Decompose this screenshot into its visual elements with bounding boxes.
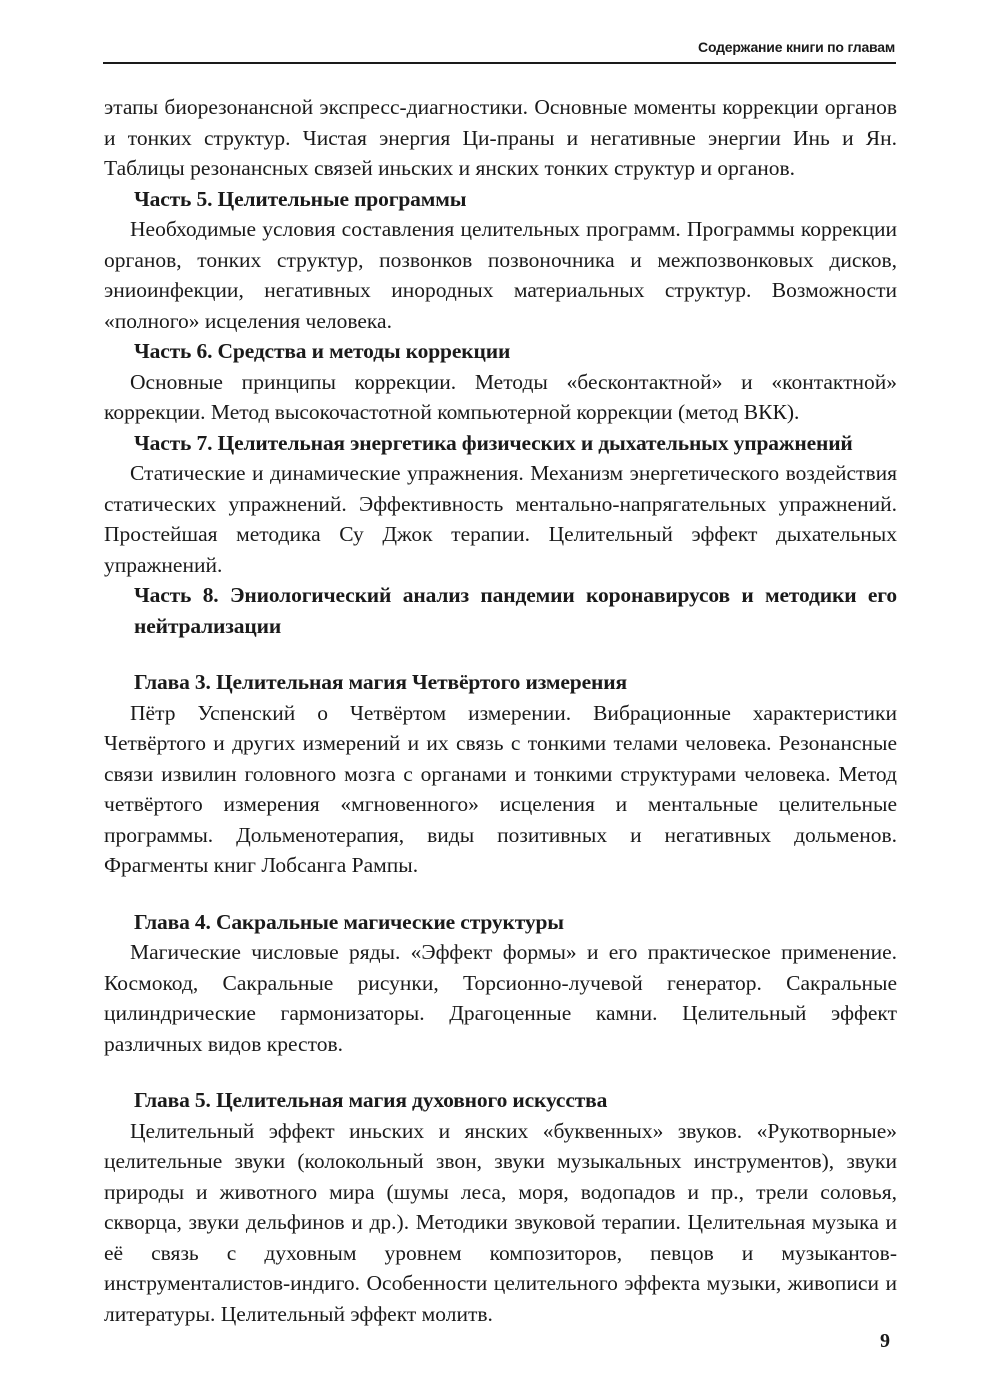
section-gap xyxy=(104,881,897,907)
chapter-4-heading: Глава 4. Сакральные магические структуры xyxy=(134,909,564,934)
section-gap xyxy=(104,641,897,667)
part-6-text: Основные принципы коррекции. Методы «бесконтактной» и «контактной» коррекции. Метод высокочастотной компьютерной коррекции (метод ВКК). xyxy=(104,369,897,424)
part-8-heading: Часть 8. Эниологический анализ пандемии коронавирусов и методики его нейтрализации xyxy=(134,583,897,638)
section-gap xyxy=(104,1059,897,1085)
chapter-3-text: Пётр Успенский о Четвёртом измерении. Вибрационные характеристики Четвёртого и других измерений и их связь с тонкими телами человека. Резонансные связи извилин головного мозга с органами и тонкими структурами человека. Метод четвёртого измерения «мгновенного» исцеления и ментальные целительные программы. Дольменотерапия, виды позитивных и негативных дольменов. Фрагменты книг Лобсанга Рампы. xyxy=(104,700,897,877)
part-7-text: Статические и динамические упражнения. Механизм энергетического воздействия статических упражнений. Эффективность ментально-напрягательных упражнений. Простейшая методика Су Джок терапии. Целительный эффект дыхательных упражнений. xyxy=(104,461,897,577)
continuation-paragraph: этапы биорезонансной экспресс-диагностики. Основные моменты коррекции органов и тонких структур. Чистая энергия Ци-праны и негативные энергии Инь и Ян. Таблицы резонансных связей иньских и янских тонких структур и органов. xyxy=(104,95,897,180)
chapter-5-heading: Глава 5. Целительная магия духовного искусства xyxy=(134,1088,608,1112)
page-content xyxy=(104,92,897,1329)
page-number: 9 xyxy=(880,1330,890,1352)
part-7-heading: Часть 7. Целительная энергетика физических и дыхательных упражнений xyxy=(134,430,853,455)
chapter-4-text: Магические числовые ряды. «Эффект формы» и его практическое применение. Космокод, Сакральные рисунки, Торсионно-лучевой генератор. Сакральные цилиндрические гармонизаторы. Драгоценные камни. Целительный эффект различных видов крестов. xyxy=(104,940,897,1056)
header-rule xyxy=(103,62,896,64)
chapter-5-text: Целительный эффект иньских и янских «буквенных» звуков. «Рукотворные» целительные звуки (колокольный звон, звуки музыкальных инструментов), звуки природы и животного мира (шумы леса, моря, водопадов и пр., трели соловья, скворца, звуки дельфинов и др.). Методики звуковой терапии. Целительная музыка и её связь с духовным уровнем композиторов, певцов и музыкантов-инструменталистов-индиго. Особенности целительного эффекта музыки, живописи и литературы. Целительный эффект молитв. xyxy=(104,1118,897,1326)
part-5-heading: Часть 5. Целительные программы xyxy=(134,186,467,211)
running-head: Содержание книги по главам xyxy=(698,39,895,55)
part-5-text: Необходимые условия составления целительных программ. Программы коррекции органов, тонких структур, позвонков позвоночника и межпозвонковых дисков, эниоинфекции, негативных инородных материальных структур. Возможности «полного» исцеления человека. xyxy=(104,217,897,333)
chapter-3-heading: Глава 3. Целительная магия Четвёртого измерения xyxy=(134,670,627,694)
part-6-heading: Часть 6. Средства и методы коррекции xyxy=(134,339,511,363)
